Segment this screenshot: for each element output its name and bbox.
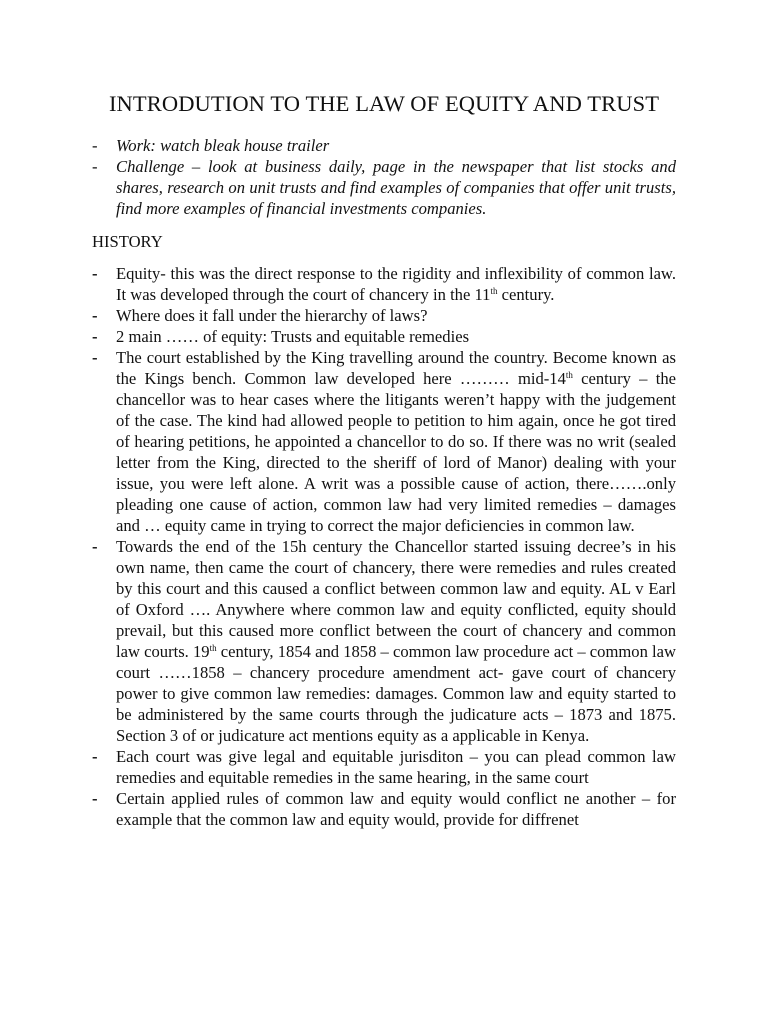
bullet-dash: - <box>92 157 98 176</box>
bullet-dash: - <box>92 348 98 367</box>
bullet-dash: - <box>92 789 98 808</box>
superscript: th <box>209 643 217 653</box>
list-item-text: Each court was give legal and equitable jurisditon – you can plead common law remedies and equitable remedies in the same hearing, in the same court <box>116 747 676 787</box>
list-item-text: century. <box>497 285 555 304</box>
list-item-text: Challenge – look at business daily, page in the newspaper that list stocks and shares, research on unit trusts and find examples of companies that offer unit trusts, find more examples of financial investments companies. <box>116 157 676 218</box>
list-item <box>92 305 676 326</box>
list-item-text: Where does it fall under the hierarchy of laws? <box>116 306 428 325</box>
list-item-text: Towards the end of the 15h century the Chancellor started issuing decree’s in his own name, then came the court of chancery, there were remedies and rules created by this court and this caused a conflict between common law and equity. AL v Earl of Oxford …. Anywhere where common law and equity conflicted, equity should prevail, but this caused more conflict between the court of chancery and common law courts. 19 <box>116 537 676 661</box>
bullet-dash: - <box>92 327 98 346</box>
list-item-text: The court established by the King travelling around the country. Become known as the Kings bench. Common law developed here ……… mid-14 <box>116 348 676 388</box>
list-item <box>92 135 676 156</box>
bullet-dash: - <box>92 537 98 556</box>
bullet-dash: - <box>92 747 98 766</box>
list-item-text: Certain applied rules of common law and equity would conflict ne another – for example that the common law and equity would, provide for diffrenet <box>116 789 676 829</box>
bullet-dash: - <box>92 306 98 325</box>
list-item <box>92 156 676 219</box>
list-item <box>92 326 676 347</box>
list-item-text: century, 1854 and 1858 – common law procedure act – common law court ……1858 – chancery procedure amendment act- gave court of chancery power to give common law remedies: damages. Common law and equity started to be administered by the same courts through the judicature acts – 1873 and 1875. Section 3 of or judicature act mentions equity as a applicable in Kenya. <box>116 642 676 745</box>
section-heading: HISTORY <box>92 232 163 251</box>
list-item <box>92 536 676 746</box>
superscript: th <box>490 286 498 296</box>
list-item-text: century – the chancellor was to hear cases where the litigants weren’t happy with the judgement of the case. The kind had allowed people to petition to him again, once he got tired of hearing petitions, he appointed a chancellor to do so. If there was no writ (sealed letter from the King, directed to the sheriff of lord of Manor) dealing with your issue, you were left alone. A writ was a possible cause of action, there…….only pleading one cause of action, common law had very limited remedies – damages and … equity came in trying to correct the major deficiencies in common law. <box>116 369 676 535</box>
bullet-dash: - <box>92 136 98 155</box>
list-item <box>92 746 676 788</box>
list-item <box>92 263 676 305</box>
intro-list <box>92 135 676 219</box>
page-title: INTRODUTION TO THE LAW OF EQUITY AND TRUST <box>108 91 660 116</box>
list-item-text: Equity- this was the direct response to the rigidity and inflexibility of common law. It was developed through the court of chancery in the 11 <box>116 264 676 304</box>
superscript: th <box>565 370 573 380</box>
list-item-text: 2 main …… of equity: Trusts and equitable remedies <box>116 327 470 346</box>
list-item <box>92 347 676 536</box>
history-list <box>92 263 676 830</box>
list-item <box>92 788 676 830</box>
list-item-text: Work: watch bleak house trailer <box>116 136 330 155</box>
bullet-dash: - <box>92 264 98 283</box>
